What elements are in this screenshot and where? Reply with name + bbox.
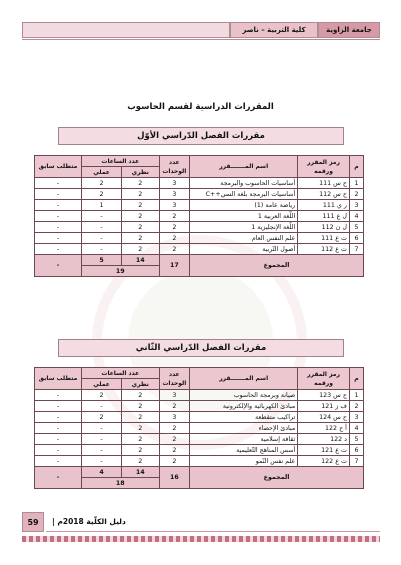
course-row: [35, 390, 364, 401]
semester-2-rows: [35, 390, 364, 467]
footer-divider: [46, 531, 380, 532]
course-name: مبادئ الكهربائية والإلكترونية: [190, 401, 298, 412]
course-units: 3: [159, 189, 190, 200]
header-divider: [22, 39, 380, 40]
total-practical: 5: [82, 255, 122, 266]
course-index: 6: [349, 233, 363, 244]
course-practical-hours: 2: [82, 178, 122, 189]
course-theory-hours: 2: [121, 222, 159, 233]
course-row: [35, 456, 364, 467]
course-prereq: -: [35, 222, 82, 233]
footer-guide-title: دليل الكلّية 2018م |: [52, 517, 126, 526]
course-index: 1: [349, 390, 363, 401]
course-practical-hours: -: [82, 244, 122, 255]
course-name: اللّغة الإنجليزية 1: [190, 222, 298, 233]
course-row: [35, 401, 364, 412]
course-units: 2: [159, 244, 190, 255]
course-index: 6: [349, 445, 363, 456]
total-units: 16: [159, 467, 190, 489]
course-theory-hours: 2: [121, 233, 159, 244]
course-units: 2: [159, 423, 190, 434]
course-units: 2: [159, 445, 190, 456]
col-practical-header: عملي: [82, 379, 122, 390]
course-name: أساسيات الحاسوب والبرمجة: [190, 178, 298, 189]
university-name: جامعة الزاوية: [318, 22, 380, 38]
course-name: تراكيب متقطعة: [190, 412, 298, 423]
course-name: اللّغة العربية 1: [190, 211, 298, 222]
col-prereq-header: متطلب سابق: [35, 368, 82, 390]
course-practical-hours: -: [82, 211, 122, 222]
footer-decorative-border: [22, 536, 380, 542]
col-units-header: عدد الوحدات: [159, 156, 190, 178]
page-title: المقررات الدراسية لقسم الحاسوب: [127, 102, 274, 112]
col-practical-header: عملي: [82, 167, 122, 178]
total-prereq: -: [35, 255, 82, 277]
course-index: 3: [349, 200, 363, 211]
course-name: علم النفس العام: [190, 233, 298, 244]
course-row: [35, 178, 364, 189]
course-code: ح س 112: [298, 189, 350, 200]
course-name: ثقافة إسلامية: [190, 434, 298, 445]
course-practical-hours: 1: [82, 200, 122, 211]
course-units: 3: [159, 200, 190, 211]
course-prereq: -: [35, 233, 82, 244]
course-code: ت ع 121: [298, 445, 350, 456]
course-practical-hours: -: [82, 401, 122, 412]
semester-1-rows: [35, 178, 364, 255]
course-name: أسس المناهج التّعليمية: [190, 445, 298, 456]
course-units: 2: [159, 401, 190, 412]
course-code: ل ن 112: [298, 222, 350, 233]
course-code: ت ع 122: [298, 456, 350, 467]
course-units: 2: [159, 222, 190, 233]
col-hours-header: عدد الساعات: [82, 156, 160, 167]
course-code: ح س 111: [298, 178, 350, 189]
course-prereq: -: [35, 200, 82, 211]
total-units: 17: [159, 255, 190, 277]
course-prereq: -: [35, 456, 82, 467]
col-prereq-header: متطلب سابق: [35, 156, 82, 178]
course-code: ح س 123: [298, 390, 350, 401]
course-theory-hours: 2: [121, 434, 159, 445]
course-code: د 122: [298, 434, 350, 445]
col-code-header: رمز المقرر ورقمه: [298, 368, 350, 390]
course-index: 5: [349, 222, 363, 233]
total-theory: 14: [121, 467, 159, 478]
semester-2-title: مقررات الفصل الدّراسي الثّاني: [58, 339, 344, 357]
course-row: [35, 222, 364, 233]
course-units: 3: [159, 412, 190, 423]
total-label: المجموع: [190, 255, 364, 277]
course-index: 7: [349, 244, 363, 255]
course-theory-hours: 2: [121, 200, 159, 211]
course-units: 2: [159, 211, 190, 222]
course-theory-hours: 2: [121, 244, 159, 255]
course-name: رياضة عامة (1): [190, 200, 298, 211]
course-units: 2: [159, 456, 190, 467]
course-name: علم نفس النّمو: [190, 456, 298, 467]
total-theory: 14: [121, 255, 159, 266]
course-code: ت ع 112: [298, 244, 350, 255]
course-row: [35, 244, 364, 255]
course-practical-hours: -: [82, 434, 122, 445]
page-footer: [22, 512, 380, 532]
college-name: كلية التربية – ناصر: [230, 22, 318, 38]
course-prereq: -: [35, 189, 82, 200]
semester-2-total-row: [35, 467, 364, 478]
col-theory-header: نظري: [121, 167, 159, 178]
course-practical-hours: 2: [82, 390, 122, 401]
col-code-header: رمز المقرر ورقمه: [298, 156, 350, 178]
course-prereq: -: [35, 178, 82, 189]
course-prereq: -: [35, 434, 82, 445]
course-theory-hours: 2: [121, 423, 159, 434]
course-theory-hours: 2: [121, 189, 159, 200]
course-code: ر ي 111: [298, 200, 350, 211]
course-index: 2: [349, 401, 363, 412]
col-name-header: اسم المـــــــقرر: [190, 368, 298, 390]
semester-1-total-row: [35, 255, 364, 266]
course-theory-hours: 2: [121, 401, 159, 412]
course-code: ف ز 121: [298, 401, 350, 412]
col-index-header: م: [349, 156, 363, 178]
course-index: 7: [349, 456, 363, 467]
semester-1-title: مقررات الفصل الدّراسي الأوّل: [58, 127, 344, 145]
course-practical-hours: 2: [82, 412, 122, 423]
page-number: 59: [22, 512, 44, 532]
course-code: أ ح 122: [298, 423, 350, 434]
course-index: 5: [349, 434, 363, 445]
course-theory-hours: 2: [121, 445, 159, 456]
total-label: المجموع: [190, 467, 364, 489]
total-hours: 19: [82, 266, 160, 277]
total-prereq: -: [35, 467, 82, 489]
course-theory-hours: 2: [121, 412, 159, 423]
semester-1-table: [34, 155, 364, 277]
course-index: 4: [349, 423, 363, 434]
course-practical-hours: 2: [82, 189, 122, 200]
course-units: 2: [159, 434, 190, 445]
course-index: 3: [349, 412, 363, 423]
course-prereq: -: [35, 390, 82, 401]
total-practical: 4: [82, 467, 122, 478]
course-name: أصول التّربية: [190, 244, 298, 255]
course-theory-hours: 2: [121, 211, 159, 222]
col-theory-header: نظري: [121, 379, 159, 390]
course-practical-hours: -: [82, 222, 122, 233]
course-prereq: -: [35, 412, 82, 423]
course-practical-hours: -: [82, 423, 122, 434]
course-row: [35, 189, 364, 200]
course-prereq: -: [35, 445, 82, 456]
course-practical-hours: -: [82, 456, 122, 467]
col-hours-header: عدد الساعات: [82, 368, 160, 379]
course-row: [35, 445, 364, 456]
col-units-header: عدد الوحدات: [159, 368, 190, 390]
course-code: ت ع 111: [298, 233, 350, 244]
semester-2-table: [34, 367, 364, 489]
course-name: مبادئ الإحصاء: [190, 423, 298, 434]
course-units: 2: [159, 233, 190, 244]
course-practical-hours: -: [82, 233, 122, 244]
course-row: [35, 412, 364, 423]
total-hours: 18: [82, 478, 160, 489]
course-prereq: -: [35, 244, 82, 255]
course-units: 3: [159, 178, 190, 189]
course-row: [35, 233, 364, 244]
course-row: [35, 211, 364, 222]
page-header: [22, 22, 380, 38]
course-row: [35, 423, 364, 434]
course-name: صيانة وبرمجة الحاسوب: [190, 390, 298, 401]
course-prereq: -: [35, 211, 82, 222]
col-index-header: م: [349, 368, 363, 390]
header-blank-cell: [22, 22, 230, 38]
course-prereq: -: [35, 401, 82, 412]
course-prereq: -: [35, 423, 82, 434]
course-name: أساسيات البرمجة بلغة السي++C: [190, 189, 298, 200]
course-index: 1: [349, 178, 363, 189]
course-theory-hours: 2: [121, 178, 159, 189]
course-code: ل ع 111: [298, 211, 350, 222]
course-index: 2: [349, 189, 363, 200]
course-index: 4: [349, 211, 363, 222]
course-units: 3: [159, 390, 190, 401]
course-theory-hours: 2: [121, 390, 159, 401]
course-theory-hours: 2: [121, 456, 159, 467]
course-practical-hours: -: [82, 445, 122, 456]
course-row: [35, 200, 364, 211]
col-name-header: اسم المـــــــقرر: [190, 156, 298, 178]
course-row: [35, 434, 364, 445]
course-code: ح س 124: [298, 412, 350, 423]
